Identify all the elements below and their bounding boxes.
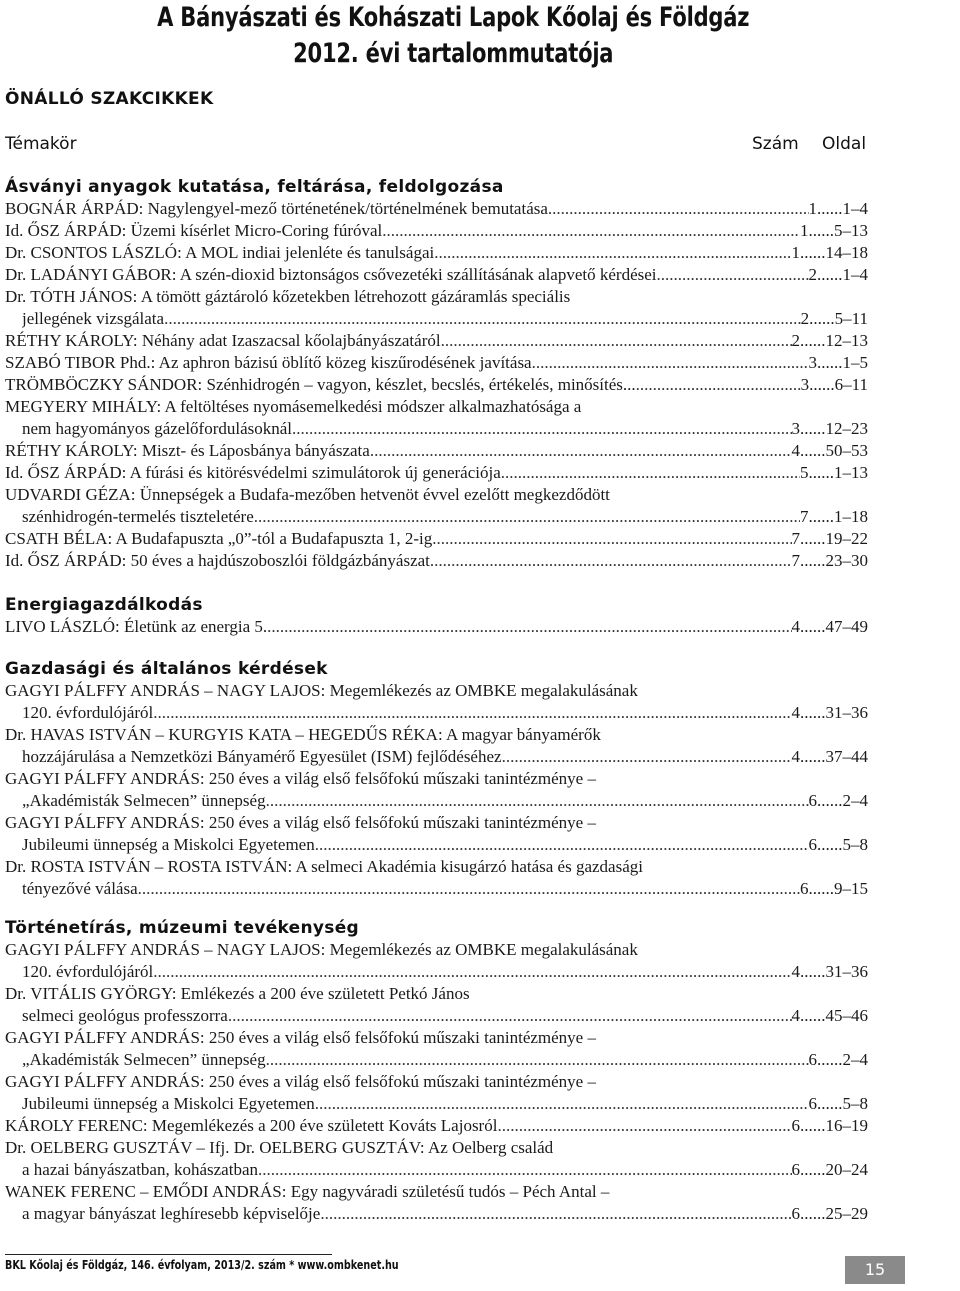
- dot-leader: [548, 198, 809, 220]
- entry-text: Jubileumi ünnepség a Miskolci Egyetemen: [22, 1094, 315, 1113]
- dot-leader: ......: [800, 1116, 826, 1135]
- entry-text: a hazai bányászatban, kohászatban: [22, 1160, 258, 1179]
- dot-leader: ......: [800, 703, 826, 722]
- entry-line: [22, 878, 868, 900]
- dot-leader: ......: [808, 221, 834, 240]
- dot-leader: [501, 462, 800, 484]
- entry-line: [22, 1005, 868, 1027]
- entry-text: nem hagyományos gázelőfordulásoknál: [22, 419, 293, 438]
- issue-number: 7: [791, 529, 800, 548]
- journal-title: A Bányászati és Kohászati Lapok Kőolaj és Földgáz: [157, 2, 750, 33]
- entry-text: GAGYI PÁLFFY ANDRÁS: 250 éves a világ első felsőfokú műszaki tanintézménye –: [5, 1072, 596, 1091]
- entry-text: BOGNÁR ÁRPÁD: Nagylengyel-mező történetének/történelmének bemutatása: [5, 199, 548, 218]
- index-title: 2012. évi tartalommutatója: [293, 38, 614, 69]
- dot-leader: [382, 220, 800, 242]
- page-range: 50–53: [825, 441, 868, 460]
- entry-text: RÉTHY KÁROLY: Miszt- és Láposbánya bányászata: [5, 441, 370, 460]
- page-range: 5–13: [834, 221, 868, 240]
- entry-line: [5, 264, 868, 286]
- entry-text: GAGYI PÁLFFY ANDRÁS – NAGY LAJOS: Megemlékezés az OMBKE megalakulásának: [5, 940, 638, 959]
- subtitle: ÖNÁLLÓ SZAKCIKKEK: [5, 89, 214, 109]
- dot-leader: ......: [817, 265, 843, 284]
- entry-line: [5, 1137, 868, 1159]
- section-heading: Történetírás, múzeumi tevékenység: [5, 918, 360, 938]
- page-range: 23–30: [825, 551, 868, 570]
- page-range: 1–18: [834, 507, 868, 526]
- page-range: 1–4: [842, 265, 868, 284]
- entry-line: [5, 396, 868, 418]
- entry-line: [5, 374, 868, 396]
- column-page: Oldal: [822, 134, 867, 154]
- dot-leader: ......: [800, 1204, 826, 1223]
- issue-number: 1: [791, 243, 800, 262]
- entry-line: [22, 1203, 868, 1225]
- footer-citation: BKL Kőolaj és Földgáz, 146. évfolyam, 2013/2. szám * www.ombkenet.hu: [5, 1258, 399, 1272]
- dot-leader: [315, 834, 809, 856]
- dot-leader: [153, 961, 791, 983]
- dot-leader: [532, 352, 809, 374]
- dot-leader: ......: [800, 962, 826, 981]
- issue-number: 6: [791, 1116, 800, 1135]
- entry-text: a magyar bányászat leghíresebb képviselője: [22, 1204, 321, 1223]
- entry-line: [5, 1027, 868, 1049]
- dot-leader: ......: [817, 791, 843, 810]
- dot-leader: ......: [808, 507, 834, 526]
- entry-text: Jubileumi ünnepség a Miskolci Egyetemen: [22, 835, 315, 854]
- issue-number: 2: [800, 309, 810, 328]
- entry-line: [5, 1115, 868, 1137]
- dot-leader: [153, 702, 791, 724]
- dot-leader: ......: [809, 309, 835, 328]
- dot-leader: ......: [800, 617, 826, 636]
- dot-leader: [138, 878, 800, 900]
- page-range: 1–5: [842, 353, 868, 372]
- entry-text: WANEK FERENC – EMŐDI ANDRÁS: Egy nagyváradi születésű tudós – Péch Antal –: [5, 1182, 610, 1201]
- dot-leader: [430, 550, 792, 572]
- entry-text: GAGYI PÁLFFY ANDRÁS: 250 éves a világ első felsőfokú műszaki tanintézménye –: [5, 813, 596, 832]
- page-range: 45–46: [825, 1006, 868, 1025]
- dot-leader: ......: [808, 879, 834, 898]
- entry-text: RÉTHY KÁROLY: Néhány adat Izaszacsal kőolajbányászatáról: [5, 331, 441, 350]
- issue-number: 2: [808, 265, 817, 284]
- entry-text: jellegének vizsgálata: [22, 309, 165, 328]
- entry-line: [22, 961, 868, 983]
- issue-number: 1: [808, 199, 817, 218]
- issue-number: 6: [800, 879, 809, 898]
- dot-leader: [267, 616, 791, 638]
- entry-text: Dr. OELBERG GUSZTÁV – Ifj. Dr. OELBERG GUSZTÁV: Az Oelberg család: [5, 1138, 554, 1157]
- page-range: 31–36: [825, 703, 868, 722]
- entry-text: Dr. LADÁNYI GÁBOR: A szén-dioxid biztonságos csővezetéki szállításának alapvető kérdései: [5, 265, 657, 284]
- entry-line: [5, 1181, 868, 1203]
- dot-leader: [266, 1049, 809, 1071]
- issue-number: 3: [800, 375, 810, 394]
- dot-leader: ......: [800, 747, 826, 766]
- page-range: 12–23: [825, 419, 868, 438]
- issue-number: 7: [800, 507, 809, 526]
- dot-leader: ......: [800, 419, 826, 438]
- entry-line: [5, 983, 868, 1005]
- entry-line: [22, 506, 868, 528]
- entry-text: Id. ŐSZ ÁRPÁD: A fúrási és kitörésvédelmi szimulátorok új generációja: [5, 463, 501, 482]
- dot-leader: ......: [800, 529, 826, 548]
- dot-leader: [164, 308, 801, 330]
- page-range: 5–8: [842, 835, 868, 854]
- dot-leader: [228, 1005, 792, 1027]
- entry-text: szénhidrogén-termelés tiszteletére: [22, 507, 254, 526]
- dot-leader: ......: [800, 551, 826, 570]
- page-range: 31–36: [825, 962, 868, 981]
- issue-number: 7: [791, 551, 800, 570]
- issue-number: 6: [808, 835, 817, 854]
- entry-line: [5, 220, 868, 242]
- page-range: 5–11: [834, 309, 868, 328]
- issue-number: 3: [808, 353, 817, 372]
- page-range: 6–11: [834, 375, 868, 394]
- issue-number: 1: [800, 221, 809, 240]
- column-number: Szám: [752, 134, 799, 154]
- entry-text: „Akadémisták Selmecen” ünnepség: [22, 791, 266, 810]
- dot-leader: ......: [817, 353, 843, 372]
- dot-leader: [370, 440, 792, 462]
- page-range: 1–13: [834, 463, 868, 482]
- entry-text: KÁROLY FERENC: Megemlékezés a 200 éve született Kováts Lajosról: [5, 1116, 498, 1135]
- entry-text: Dr. CSONTOS LÁSZLÓ: A MOL indiai jelenléte és tanulságai: [5, 243, 435, 262]
- page-range: 12–13: [825, 331, 868, 350]
- page-range: 20–24: [825, 1160, 868, 1179]
- dot-leader: ......: [817, 835, 843, 854]
- dot-leader: [434, 242, 791, 264]
- entry-line: [5, 286, 868, 308]
- entry-line: [22, 1049, 868, 1071]
- dot-leader: [266, 790, 809, 812]
- dot-leader: [258, 1159, 792, 1181]
- dot-leader: [315, 1093, 809, 1115]
- dot-leader: ......: [800, 441, 826, 460]
- dot-leader: ......: [817, 199, 843, 218]
- issue-number: 6: [791, 1160, 800, 1179]
- entry-line: [5, 528, 868, 550]
- entry-line: [5, 724, 868, 746]
- issue-number: 4: [791, 747, 800, 766]
- entry-text: Dr. TÓTH JÁNOS: A tömött gáztároló kőzetekben létrehozott gázáramlás speciális: [5, 287, 571, 306]
- entry-text: TRÖMBÖCZKY SÁNDOR: Szénhidrogén – vagyon, készlet, becslés, értékelés, minősítés...: [5, 375, 636, 394]
- page-number: 15: [845, 1256, 905, 1284]
- page-range: 25–29: [825, 1204, 868, 1223]
- dot-leader: ......: [817, 1094, 843, 1113]
- footer-rule: [5, 1254, 332, 1255]
- entry-text: UDVARDI GÉZA: Ünnepségek a Budafa-mezőben hetvenöt évvel ezelőtt megkezdődött: [5, 485, 610, 504]
- entry-line: [5, 680, 868, 702]
- entry-text: „Akadémisták Selmecen” ünnepség: [22, 1050, 266, 1069]
- entry-line: [5, 242, 868, 264]
- entry-text: GAGYI PÁLFFY ANDRÁS – NAGY LAJOS: Megemlékezés az OMBKE megalakulásának: [5, 681, 638, 700]
- entry-line: [5, 462, 868, 484]
- entry-text: GAGYI PÁLFFY ANDRÁS: 250 éves a világ első felsőfokú műszaki tanintézménye –: [5, 769, 596, 788]
- dot-leader: [502, 746, 792, 768]
- entry-text: 120. évfordulójáról: [22, 962, 154, 981]
- entry-line: [5, 198, 868, 220]
- page-range: 1–4: [842, 199, 868, 218]
- issue-number: 5: [800, 463, 809, 482]
- dot-leader: [636, 374, 801, 396]
- issue-number: 6: [808, 1050, 817, 1069]
- entry-text: 120. évfordulójáról: [22, 703, 154, 722]
- page-range: 19–22: [825, 529, 868, 548]
- section-heading: Ásványi anyagok kutatása, feltárása, feldolgozása: [5, 177, 504, 197]
- dot-leader: ......: [800, 243, 826, 262]
- issue-number: 3: [791, 419, 800, 438]
- entry-line: [5, 812, 868, 834]
- entry-text: hozzájárulása a Nemzetközi Bányamérő Egyesület (ISM) fejlődéséhez: [22, 747, 502, 766]
- entry-text: LIVO LÁSZLÓ: Életünk az energia 5.: [5, 617, 268, 636]
- entry-text: selmeci geológus professzorra: [22, 1006, 228, 1025]
- dot-leader: ......: [800, 331, 826, 350]
- entry-line: [5, 484, 868, 506]
- entry-text: Dr. ROSTA ISTVÁN – ROSTA ISTVÁN: A selmeci Akadémia kisugárzó hatása és gazdasági: [5, 857, 643, 876]
- entry-line: [22, 308, 868, 330]
- entry-line: [22, 834, 868, 856]
- issue-number: 6: [808, 1094, 817, 1113]
- page-range: 9–15: [834, 879, 868, 898]
- entry-line: [22, 746, 868, 768]
- issue-number: 2: [791, 331, 800, 350]
- entry-text: tényezővé válása: [22, 879, 138, 898]
- entry-text: MEGYERY MIHÁLY: A feltöltéses nyomásemelkedési módszer alkalmazhatósága a: [5, 397, 582, 416]
- dot-leader: [657, 264, 809, 286]
- dot-leader: [254, 506, 800, 528]
- issue-number: 4: [791, 617, 800, 636]
- dot-leader: [441, 330, 792, 352]
- page-range: 2–4: [842, 791, 868, 810]
- entry-text: Dr. VITÁLIS GYÖRGY: Emlékezés a 200 éve született Petkó János: [5, 984, 470, 1003]
- entry-text: Id. ŐSZ ÁRPÁD: Üzemi kísérlet Micro-Coring fúróval: [5, 221, 383, 240]
- entry-text: Id. ŐSZ ÁRPÁD: 50 éves a hajdúszoboszlói földgázbányászat: [5, 551, 430, 570]
- entry-line: [22, 418, 868, 440]
- entry-line: [5, 440, 868, 462]
- page-range: 14–18: [825, 243, 868, 262]
- dot-leader: ......: [817, 1050, 843, 1069]
- dot-leader: ......: [800, 1006, 826, 1025]
- entry-line: [5, 330, 868, 352]
- page-range: 5–8: [842, 1094, 868, 1113]
- column-topic: Témakör: [5, 134, 77, 154]
- entry-text: GAGYI PÁLFFY ANDRÁS: 250 éves a világ első felsőfokú műszaki tanintézménye –: [5, 1028, 596, 1047]
- section-heading: Gazdasági és általános kérdések: [5, 659, 328, 679]
- entry-text: SZABÓ TIBOR Phd.: Az aphron bázisú öblítő közeg kiszűrodésének javítása: [5, 353, 532, 372]
- dot-leader: ......: [808, 463, 834, 482]
- entry-line: [22, 1093, 868, 1115]
- dot-leader: [320, 1203, 791, 1225]
- entry-line: [5, 768, 868, 790]
- issue-number: 4: [791, 703, 800, 722]
- page-range: 16–19: [825, 1116, 868, 1135]
- issue-number: 4: [791, 962, 800, 981]
- entry-line: [5, 856, 868, 878]
- page-range: 2–4: [842, 1050, 868, 1069]
- issue-number: 4: [791, 1006, 800, 1025]
- issue-number: 6: [808, 791, 817, 810]
- page-range: 47–49: [825, 617, 868, 636]
- entry-line: [5, 1071, 868, 1093]
- entry-text: CSATH BÉLA: A Budafapuszta „0”-tól a Budafapuszta 1, 2-ig: [5, 529, 433, 548]
- dot-leader: [292, 418, 791, 440]
- issue-number: 6: [791, 1204, 800, 1223]
- entry-line: [5, 939, 868, 961]
- entry-line: [22, 1159, 868, 1181]
- dot-leader: [432, 528, 791, 550]
- dot-leader: [497, 1115, 791, 1137]
- dot-leader: ......: [800, 1160, 826, 1179]
- section-heading: Energiagazdálkodás: [5, 595, 203, 615]
- entry-line: [22, 702, 868, 724]
- entry-line: [5, 550, 868, 572]
- entry-line: [5, 616, 868, 638]
- entry-line: [5, 352, 868, 374]
- issue-number: 4: [791, 441, 800, 460]
- entry-line: [22, 790, 868, 812]
- dot-leader: ......: [809, 375, 835, 394]
- page-range: 37–44: [825, 747, 868, 766]
- entry-text: Dr. HAVAS ISTVÁN – KURGYIS KATA – HEGEDŰS RÉKA: A magyar bányamérők: [5, 725, 601, 744]
